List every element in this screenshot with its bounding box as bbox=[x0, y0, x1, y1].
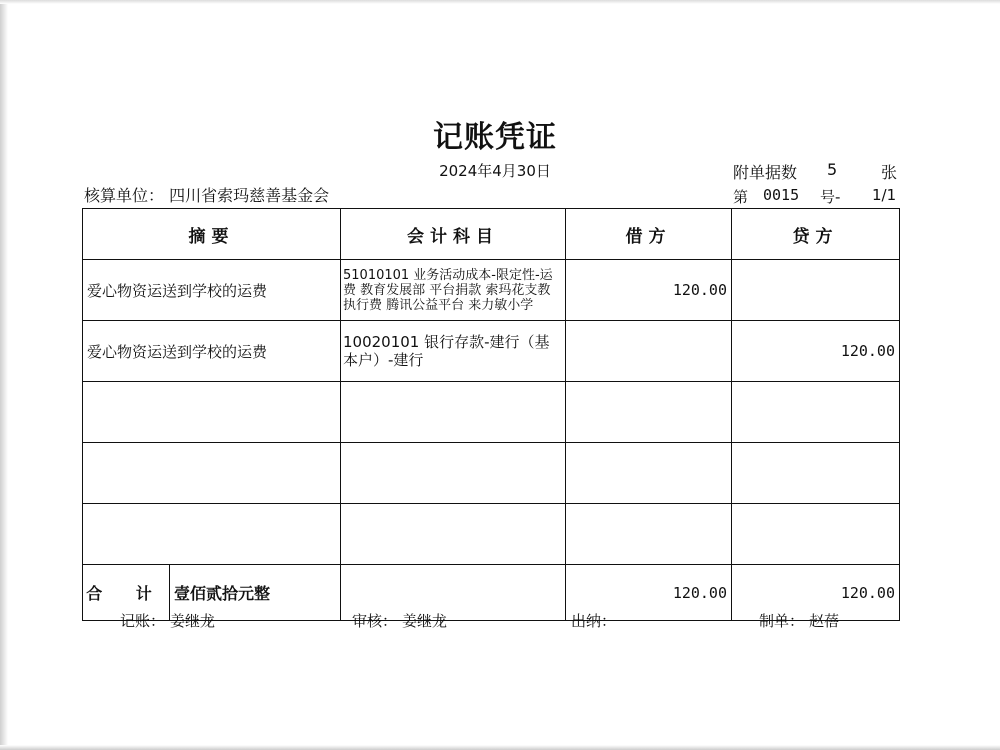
bookkeeper-name: 姜继龙 bbox=[170, 612, 216, 630]
accounting-unit bbox=[84, 183, 329, 206]
row-debit bbox=[566, 382, 732, 443]
scan-edge-top bbox=[0, 0, 1000, 4]
accounting-unit-name: 四川省索玛慈善基金会 bbox=[169, 186, 330, 205]
voucher-date: 2024年4月30日 bbox=[439, 162, 551, 180]
row-debit bbox=[566, 504, 732, 565]
row-summary bbox=[83, 382, 341, 443]
attachments-unit: 张 bbox=[881, 163, 898, 182]
cashier-label: 出纳： bbox=[571, 612, 617, 630]
voucher-page: 1/1 bbox=[872, 186, 897, 204]
header-account: 会计科目 bbox=[341, 209, 566, 260]
row-account: 51010101 业务活动成本-限定性-运费 教育发展部 平台捐款 索玛花支教 执行费 腾讯公益平台 来力敏小学 bbox=[341, 260, 566, 321]
row-account: 10020101 银行存款-建行（基本户）-建行 bbox=[341, 321, 566, 382]
total-label: 合 计 bbox=[83, 565, 170, 620]
row-credit bbox=[732, 260, 900, 321]
row-credit bbox=[732, 504, 900, 565]
header-debit: 借方 bbox=[566, 209, 732, 260]
preparer-name: 赵蓓 bbox=[809, 612, 840, 630]
accounting-unit-label: 核算单位： bbox=[84, 186, 165, 205]
table-row bbox=[83, 504, 900, 565]
row-summary: 爱心物资运送到学校的运费 bbox=[83, 260, 341, 321]
table-header-row bbox=[83, 209, 900, 260]
scan-edge-bottom bbox=[0, 745, 1000, 750]
row-account bbox=[341, 443, 566, 504]
table-row bbox=[83, 260, 900, 321]
bookkeeper-label: 记账： bbox=[120, 612, 166, 630]
row-summary bbox=[83, 443, 341, 504]
row-debit: 120.00 bbox=[566, 260, 732, 321]
voucher-table bbox=[82, 208, 900, 621]
table-row bbox=[83, 321, 900, 382]
preparer-label: 制单： bbox=[759, 612, 805, 630]
table-row bbox=[83, 443, 900, 504]
voucher-number-suffix: 号- bbox=[820, 188, 841, 206]
total-credit: 120.00 bbox=[732, 565, 900, 621]
row-account bbox=[341, 382, 566, 443]
row-credit bbox=[732, 443, 900, 504]
voucher-title: 记账凭证 bbox=[433, 120, 557, 155]
row-debit bbox=[566, 321, 732, 382]
header-summary: 摘要 bbox=[83, 209, 341, 260]
row-summary: 爱心物资运送到学校的运费 bbox=[83, 321, 341, 382]
total-debit: 120.00 bbox=[566, 565, 732, 621]
row-credit: 120.00 bbox=[732, 321, 900, 382]
voucher-number-prefix: 第 bbox=[733, 188, 749, 206]
row-account bbox=[341, 504, 566, 565]
voucher-number-value: 0015 bbox=[763, 186, 800, 204]
reviewer-label: 审核： bbox=[352, 612, 398, 630]
reviewer-name: 姜继龙 bbox=[402, 612, 448, 630]
header-credit: 贷方 bbox=[732, 209, 900, 260]
attachments-number: 5 bbox=[827, 160, 838, 179]
attachments-label: 附单据数 bbox=[733, 163, 798, 182]
row-credit bbox=[732, 382, 900, 443]
total-amount-words: 壹佰贰拾元整 bbox=[174, 584, 271, 603]
row-debit bbox=[566, 443, 732, 504]
row-summary bbox=[83, 504, 341, 565]
table-row bbox=[83, 382, 900, 443]
